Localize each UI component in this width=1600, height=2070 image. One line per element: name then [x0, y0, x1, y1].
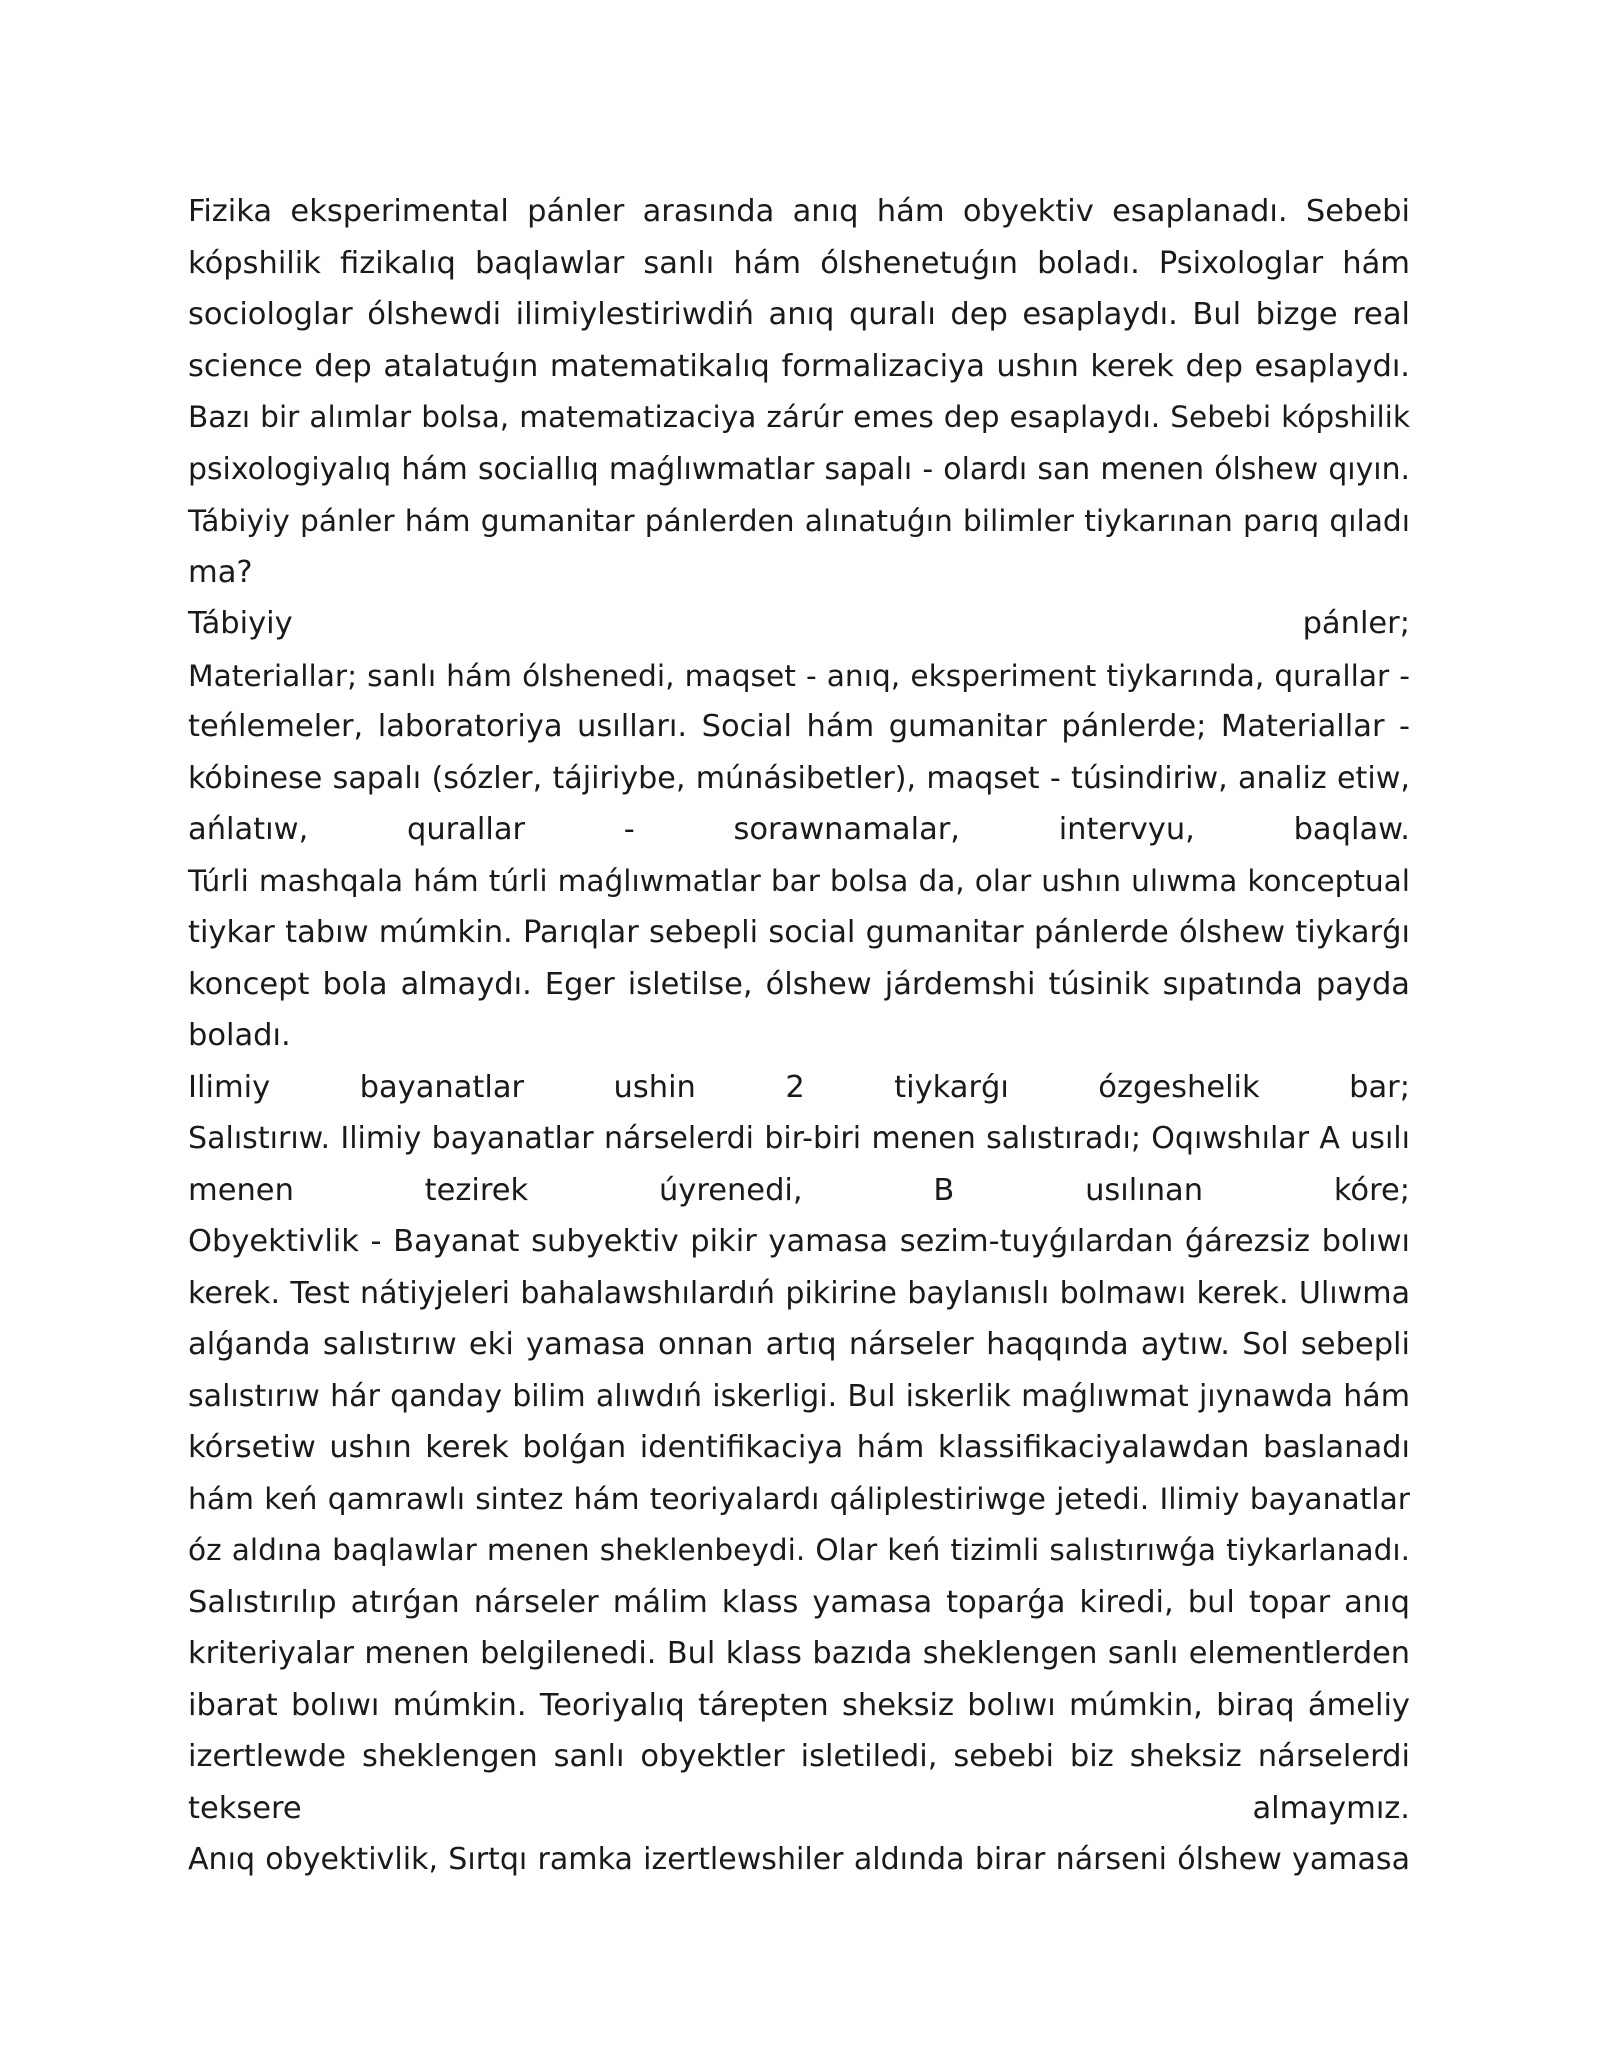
- text-line: ańlatıw, qurallar - sorawnamalar, intervyu, baqlaw.: [188, 812, 1410, 847]
- text-line: psixologiyalıq hám sociallıq maǵlıwmatlar sapalı - olardı san menen ólshew qıyın.: [188, 451, 1410, 487]
- text-line: kerek. Test nátiyjeleri bahalawshılardıń pikirine baylanıslı bolmawı kerek. Ulıwma: [188, 1275, 1410, 1311]
- text-line: Ilimiy bayanatlar ushin 2 tiykarǵı ózgeshelik bar;: [188, 1069, 1410, 1105]
- text-line: kópshilik fizikalıq baqlawlar sanlı hám ólshenetuǵın boladı. Psixologlar hám: [188, 245, 1410, 281]
- text-line: Materiallar; sanlı hám ólshenedi, maqset - anıq, eksperiment tiykarında, qurallar -: [188, 657, 1410, 693]
- text-line: Fizika eksperimental pánler arasında anıq hám obyektiv esaplanadı. Sebebi: [188, 194, 1410, 229]
- text-line: kriteriyalar menen belgilenedi. Bul klass bazıda sheklengen sanlı elementlerden: [188, 1636, 1410, 1671]
- text-line: science dep atalatuǵın matematikalıq formalizaciya ushın kerek dep esaplaydı.: [188, 348, 1410, 384]
- text-line: Tábiyiy pánler;: [188, 606, 1410, 641]
- text-line: Obyektivlik - Bayanat subyektiv pikir yamasa sezim-tuyǵılardan ǵárezsiz bolıwı: [188, 1224, 1410, 1259]
- text-line: Tábiyiy pánler hám gumanitar pánlerden alınatuǵın bilimler tiykarınan parıq qıladı: [188, 503, 1410, 538]
- text-line: teńlemeler, laboratoriya usılları. Social hám gumanitar pánlerde; Materiallar -: [188, 709, 1410, 744]
- text-line: ma?: [188, 554, 253, 590]
- text-line: izertlewde sheklengen sanlı obyektler isletiledi, sebebi biz sheksiz nárselerdi: [188, 1739, 1410, 1774]
- text-line: Túrli mashqala hám túrli maǵlıwmatlar bar bolsa da, olar ushın ulıwma konceptual: [188, 863, 1410, 898]
- text-line: sociologlar ólshewdi ilimiylestiriwdiń anıq quralı dep esaplaydı. Bul bizge real: [188, 297, 1410, 332]
- text-line: hám keń qamrawlı sintez hám teoriyalardı qáliplestiriwge jetedi. Ilimiy bayanatlar: [188, 1481, 1410, 1517]
- text-line: menen tezirek úyrenedi, B usılınan kóre;: [188, 1172, 1410, 1208]
- text-line: koncept bola almaydı. Eger isletilse, ólshew járdemshi túsinik sıpatında payda: [188, 966, 1410, 1002]
- text-line: salıstırıw hár qanday bilim alıwdıń iskerligi. Bul iskerlik maǵlıwmat jıynawda hám: [188, 1378, 1410, 1414]
- text-line: Salıstırılıp atırǵan nárseler málim klass yamasa toparǵa kiredi, bul topar anıq: [188, 1584, 1410, 1620]
- text-line: óz aldına baqlawlar menen sheklenbeydi. Olar keń tizimli salıstırıwǵa tiykarlanadı.: [188, 1533, 1410, 1567]
- text-line: teksere almaymız.: [188, 1790, 1410, 1826]
- text-line: Salıstırıw. Ilimiy bayanatlar nárselerdi bir-biri menen salıstıradı; Oqıwshılar A usılı: [188, 1121, 1410, 1156]
- text-line: tiykar tabıw múmkin. Parıqlar sebepli social gumanitar pánlerde ólshew tiykarǵı: [188, 915, 1410, 950]
- text-line: kóbinese sapalı (sózler, tájiriybe, múnásibetler), maqset - túsindiriw, analiz etiw,: [188, 760, 1410, 796]
- text-line: ibarat bolıwı múmkin. Teoriyalıq tárepten sheksiz bolıwı múmkin, biraq ámeliy: [188, 1687, 1410, 1723]
- text-line: Bazı bir alımlar bolsa, matematizaciya zárúr emes dep esaplaydı. Sebebi kópshilik: [188, 400, 1410, 434]
- text-line: kórsetiw ushın kerek bolǵan identifikaciya hám klassifikaciyalawdan baslanadı: [188, 1430, 1410, 1465]
- text-line: boladı.: [188, 1018, 291, 1053]
- document-body-text: [188, 186, 1410, 1886]
- text-line: Anıq obyektivlik, Sırtqı ramka izertlewshiler aldında birar nárseni ólshew yamasa: [188, 1842, 1410, 1877]
- text-line: alǵanda salıstırıw eki yamasa onnan artıq nárseler haqqında aytıw. Sol sebepli: [188, 1327, 1410, 1362]
